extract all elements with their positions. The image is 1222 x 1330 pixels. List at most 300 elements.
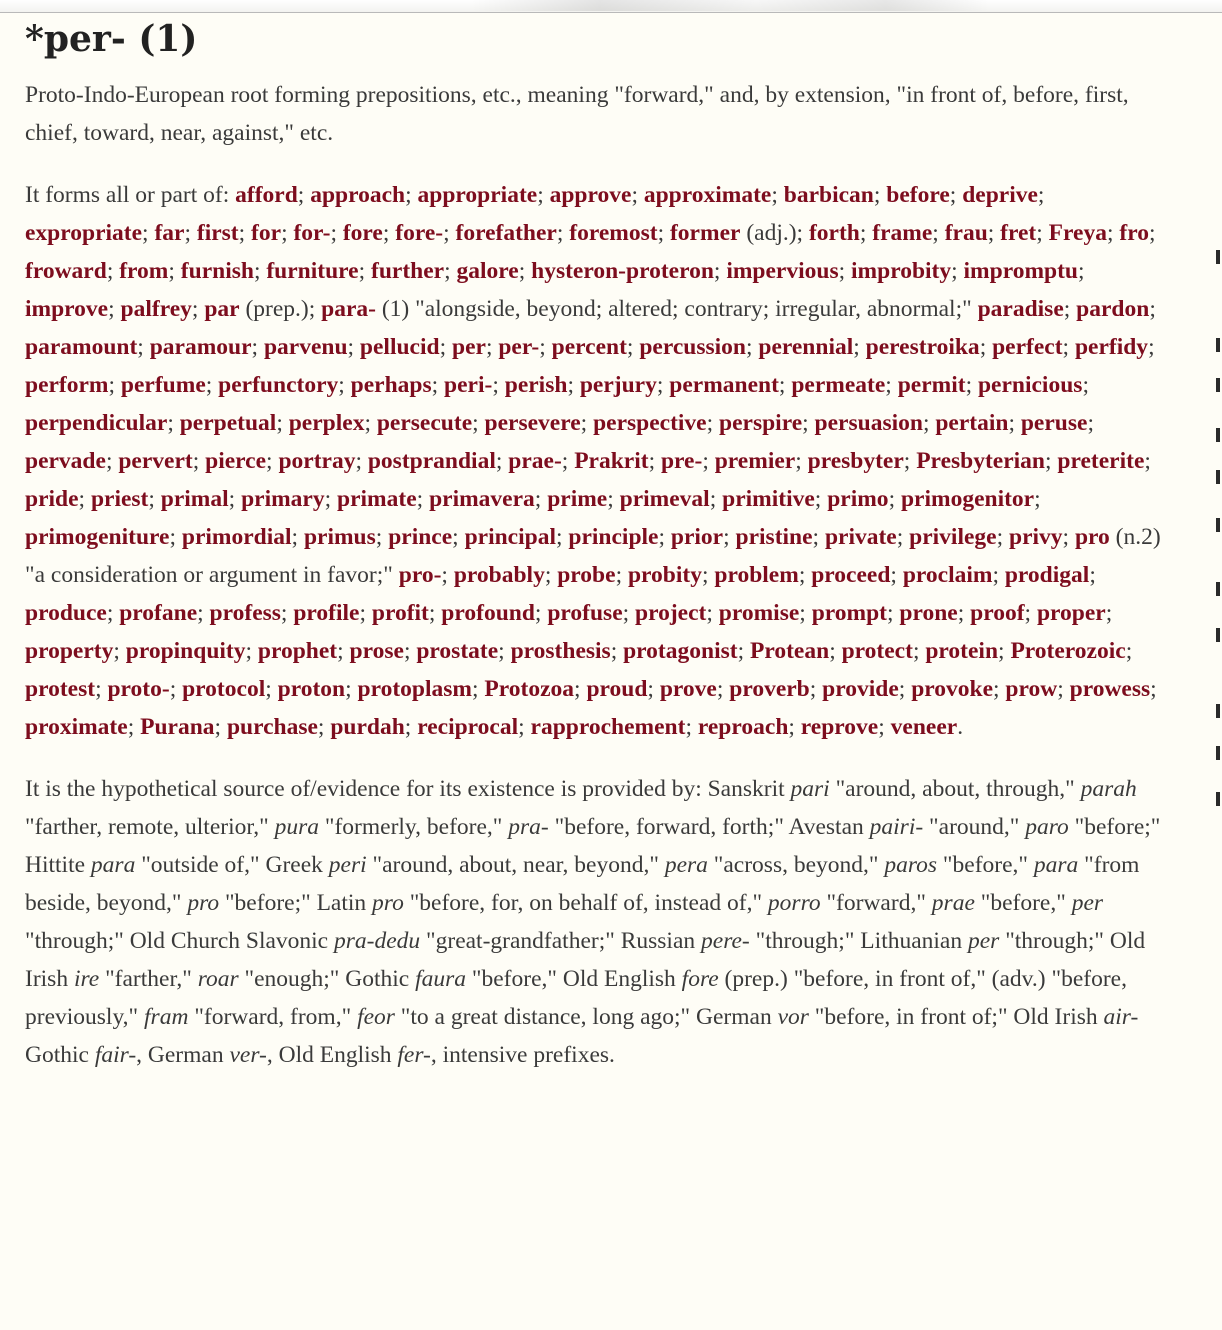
etymology-link[interactable]: priest (90, 486, 149, 512)
etymology-link[interactable]: pride (25, 486, 79, 512)
etymology-link[interactable]: proton (277, 676, 346, 702)
etymology-link[interactable]: paramount (25, 334, 138, 360)
etymology-link[interactable]: par (204, 296, 240, 322)
etymology-link[interactable]: impromptu (963, 258, 1079, 284)
text-segment: ; (885, 372, 898, 398)
etymology-link[interactable]: parvenu (263, 334, 348, 360)
text-segment: ; (1036, 220, 1049, 246)
cognate-term: paro (1025, 814, 1069, 840)
etymology-link[interactable]: perform (25, 372, 109, 398)
etymology-link[interactable]: expropriate (25, 220, 143, 246)
etymology-link[interactable]: far (154, 220, 185, 246)
etymology-link[interactable]: Proterozoic (1010, 638, 1126, 664)
text-segment: ; (1024, 600, 1037, 626)
etymology-link[interactable]: perfume (120, 372, 206, 398)
etymology-link[interactable]: perfidy (1074, 334, 1149, 360)
etymology-link[interactable]: perestroika (865, 334, 980, 360)
etymology-link[interactable]: problem (714, 562, 799, 588)
text-segment: ; (544, 562, 558, 588)
etymology-link[interactable]: reprove (800, 714, 879, 740)
etymology-link[interactable]: furnish (180, 258, 254, 284)
text-segment: ; (238, 220, 252, 246)
etymology-link[interactable]: permeate (791, 372, 886, 398)
etymology-link[interactable]: principal (464, 524, 556, 550)
etymology-link[interactable]: proverb (729, 676, 810, 702)
cognate-term: per (1071, 890, 1104, 916)
text-segment: ; (702, 448, 715, 474)
etymology-link[interactable]: protoplasm (357, 676, 473, 702)
text-segment: ; (626, 334, 640, 360)
etymology-link[interactable]: principle (568, 524, 659, 550)
etymology-link[interactable]: prae- (508, 448, 562, 474)
text-segment: ; (375, 524, 389, 550)
etymology-link[interactable]: forefather (455, 220, 557, 246)
etymology-link[interactable]: primo (827, 486, 889, 512)
etymology-link[interactable]: for (251, 220, 282, 246)
text-segment: "formerly, before," (319, 814, 509, 840)
entry-title: *per- (1) (25, 18, 198, 60)
text-segment: ; (607, 486, 620, 512)
text-segment: ; (1057, 676, 1070, 702)
text-segment: ; (404, 714, 418, 740)
etymology-link[interactable]: project (635, 600, 707, 626)
etymology-link[interactable]: prince (388, 524, 453, 550)
text-segment: ; (615, 562, 628, 588)
etymology-link[interactable]: prow (1005, 676, 1058, 702)
text-segment: ; (518, 258, 532, 284)
etymology-link[interactable]: primitive (722, 486, 815, 512)
etymology-link[interactable]: forth (808, 220, 860, 246)
etymology-link[interactable]: property (25, 638, 114, 664)
cognate-term: pro (372, 890, 404, 916)
text-segment: ; (890, 562, 903, 588)
text-segment: . (957, 714, 964, 740)
etymology-link[interactable]: impervious (726, 258, 839, 284)
etymology-link[interactable]: perpetual (179, 410, 277, 436)
etymology-link[interactable]: protest (25, 676, 96, 702)
text-segment: ; (168, 258, 181, 284)
text-segment: ; (184, 220, 197, 246)
etymology-link[interactable]: galore (456, 258, 519, 284)
etymology-link[interactable]: Protozoa (484, 676, 575, 702)
etymology-link[interactable]: deprive (962, 182, 1038, 208)
text-segment: ; (1148, 334, 1155, 360)
etymology-link[interactable]: pardon (1076, 296, 1150, 322)
etymology-link[interactable]: privy (1009, 524, 1063, 550)
etymology-link[interactable]: postprandial (367, 448, 496, 474)
etymology-link[interactable]: reciprocal (417, 714, 519, 740)
text-segment: ; (656, 372, 670, 398)
etymology-link[interactable]: approach (310, 182, 406, 208)
etymology-link[interactable]: purchase (226, 714, 318, 740)
text-segment: ; (799, 600, 812, 626)
cognate-term: para (90, 852, 136, 878)
text-segment: ; (1089, 562, 1096, 588)
etymology-link[interactable]: per (452, 334, 486, 360)
etymology-link[interactable]: further (371, 258, 445, 284)
etymology-link[interactable]: pervert (118, 448, 193, 474)
text-segment: ; (878, 714, 891, 740)
etymology-link[interactable]: prompt (811, 600, 887, 626)
text-segment: ; (610, 638, 624, 664)
etymology-link[interactable]: proclaim (902, 562, 993, 588)
text-segment: ; (898, 676, 912, 702)
etymology-link[interactable]: fret (1000, 220, 1037, 246)
text-segment: ; (647, 676, 660, 702)
text-segment: ; (567, 372, 580, 398)
text-segment: ; (142, 220, 155, 246)
text-segment: ; (1125, 638, 1133, 664)
text-segment: ; (297, 182, 311, 208)
text-segment: ; (987, 220, 1001, 246)
etymology-link[interactable]: for- (293, 220, 331, 246)
etymology-link[interactable]: pervade (25, 448, 106, 474)
text-segment: ; (802, 410, 815, 436)
text-segment: ; (771, 182, 784, 208)
etymology-link[interactable]: foremost (569, 220, 658, 246)
text-segment: ; (979, 334, 993, 360)
cognate-term: pro (187, 890, 220, 916)
text-segment: "from beside, beyond," (25, 852, 1140, 916)
etymology-link[interactable]: furniture (266, 258, 359, 284)
text-segment: ; (452, 524, 465, 550)
etymology-link[interactable]: reproach (697, 714, 789, 740)
etymology-link[interactable]: improbity (851, 258, 952, 284)
cognate-term: pura (274, 814, 319, 840)
etymology-link[interactable]: first (196, 220, 239, 246)
cognate-term: pari (790, 776, 830, 802)
etymology-link[interactable]: improve (25, 296, 109, 322)
text-segment: ; (859, 220, 873, 246)
text-segment: , German (136, 1042, 230, 1068)
text-segment: (adj.); (740, 220, 809, 246)
etymology-link[interactable]: prostate (416, 638, 499, 664)
right-margin-strip (1216, 0, 1222, 1330)
etymology-link[interactable]: pertain (935, 410, 1009, 436)
text-segment: ; (1045, 448, 1058, 474)
text-segment: ; (853, 334, 866, 360)
text-segment: ; (431, 372, 445, 398)
text-segment: ; (291, 524, 304, 550)
etymology-link[interactable]: hysteron-proteron (531, 258, 714, 284)
etymology-link[interactable]: permit (897, 372, 966, 398)
etymology-link[interactable]: primavera (429, 486, 535, 512)
etymology-link[interactable]: protocol (182, 676, 266, 702)
etymology-link[interactable]: primary (241, 486, 325, 512)
etymology-link[interactable]: rapprochement (530, 714, 686, 740)
etymology-link[interactable]: approximate (643, 182, 772, 208)
text-segment: ; (137, 334, 150, 360)
cognate-term: paros (884, 852, 938, 878)
text-segment: ; (492, 372, 505, 398)
text-segment: ; (472, 410, 485, 436)
etymology-link[interactable]: prophet (257, 638, 338, 664)
etymology-link[interactable]: former (669, 220, 741, 246)
etymology-link[interactable]: Purana (140, 714, 215, 740)
text-segment: "before, in front of;" Old Irish (808, 1004, 1104, 1030)
etymology-link[interactable]: Prakrit (574, 448, 649, 474)
etymology-link[interactable]: veneer (890, 714, 958, 740)
cognate-term: air- (1103, 1004, 1139, 1030)
etymology-link[interactable]: fore (342, 220, 383, 246)
etymology-link[interactable]: perpendicular (25, 410, 168, 436)
text-segment: ; (798, 562, 812, 588)
cognate-term: ver- (229, 1042, 267, 1068)
text-segment: ; (903, 448, 917, 474)
etymology-link[interactable]: perfect (992, 334, 1063, 360)
etymology-link[interactable]: primeval (619, 486, 710, 512)
text-segment: ; (106, 600, 120, 626)
etymology-link[interactable]: proceed (811, 562, 891, 588)
cognate-term: parah (1080, 776, 1137, 802)
text-segment: ; (265, 676, 278, 702)
text-segment: ; (127, 714, 141, 740)
etymology-link[interactable]: pristine (735, 524, 813, 550)
etymology-link[interactable]: peruse (1020, 410, 1088, 436)
text-segment: "before, for, on behalf of, instead of," (403, 890, 768, 916)
text-segment: ; (281, 220, 294, 246)
text-segment: ; (809, 676, 823, 702)
etymology-link[interactable]: percent (551, 334, 627, 360)
etymology-link[interactable]: probably (453, 562, 545, 588)
etymology-link[interactable]: pro- (398, 562, 442, 588)
edge-marker (1216, 792, 1220, 806)
etymology-link[interactable]: pernicious (977, 372, 1083, 398)
etymology-link[interactable]: protect (841, 638, 913, 664)
text-segment: ; (1106, 220, 1120, 246)
etymology-link[interactable]: prove (659, 676, 717, 702)
text-segment: "before;" Hittite (25, 814, 1161, 878)
etymology-link[interactable]: premier (714, 448, 796, 474)
text-segment: "farther," (99, 966, 198, 992)
text-segment: ; (896, 524, 910, 550)
text-segment: "farther, remote, ulterior," (25, 814, 275, 840)
etymology-link[interactable]: profess (209, 600, 281, 626)
etymology-link[interactable]: perjury (579, 372, 657, 398)
text-segment: ; (337, 638, 350, 664)
etymology-link[interactable]: prosthesis (510, 638, 611, 664)
text-segment: (prep.); (239, 296, 322, 322)
etymology-link[interactable]: peri- (444, 372, 493, 398)
etymology-link[interactable]: palfrey (120, 296, 192, 322)
etymology-link[interactable]: perspective (593, 410, 707, 436)
etymology-link[interactable]: proud (586, 676, 648, 702)
text-segment: "through;" Lithuanian (749, 928, 968, 954)
etymology-link[interactable]: Protean (750, 638, 830, 664)
text-segment: ; (1082, 372, 1089, 398)
text-segment: ; (485, 334, 499, 360)
cognate-term: para (1033, 852, 1079, 878)
text-segment: "through;" Old Irish (25, 928, 1146, 992)
etymology-link[interactable]: proximate (25, 714, 128, 740)
text-segment: ; (723, 524, 736, 550)
etymology-link[interactable]: froward (25, 258, 107, 284)
text-segment: ; (922, 410, 936, 436)
etymology-link[interactable]: produce (25, 600, 107, 626)
text-segment: ; (251, 334, 264, 360)
etymology-link[interactable]: afford (235, 182, 298, 208)
text-segment: ; (444, 258, 457, 284)
etymology-link[interactable]: protein (925, 638, 999, 664)
etymology-link[interactable]: perhaps (350, 372, 432, 398)
cognate-term: peri (328, 852, 367, 878)
etymology-link[interactable]: provoke (911, 676, 994, 702)
etymology-link[interactable]: profuse (547, 600, 623, 626)
text-segment: ; (359, 600, 372, 626)
etymology-link[interactable]: proto- (107, 676, 170, 702)
etymology-link[interactable]: portray (278, 448, 356, 474)
etymology-link[interactable]: paramour (149, 334, 252, 360)
etymology-link[interactable]: profound (441, 600, 535, 626)
etymology-link[interactable]: purdah (330, 714, 405, 740)
text-segment: ; (191, 296, 205, 322)
etymology-link[interactable]: appropriate (417, 182, 538, 208)
etymology-link[interactable]: protagonist (623, 638, 738, 664)
etymology-link[interactable]: perplex (288, 410, 365, 436)
text-segment: ; (993, 676, 1006, 702)
etymology-link[interactable]: frau (944, 220, 988, 246)
text-segment: ; (957, 600, 971, 626)
text-segment: ; (1149, 296, 1156, 322)
etymology-link[interactable]: per- (498, 334, 540, 360)
text-segment: ; (205, 372, 219, 398)
text-segment: ; (992, 562, 1005, 588)
text-segment: "around," (923, 814, 1026, 840)
etymology-link[interactable]: privilege (909, 524, 997, 550)
cognate-term: faura (415, 966, 467, 992)
text-segment: ; (266, 448, 279, 474)
text-segment: ; (716, 676, 730, 702)
edge-marker (1216, 704, 1220, 718)
text-segment: ; (812, 524, 825, 550)
text-segment: ; (556, 220, 570, 246)
text-segment: ; (1087, 410, 1094, 436)
etymology-link[interactable]: barbican (783, 182, 874, 208)
etymology-link[interactable]: persecute (376, 410, 473, 436)
etymology-link[interactable]: presbyter (807, 448, 904, 474)
etymology-link[interactable]: approve (549, 182, 632, 208)
text-segment: ; (148, 486, 161, 512)
text-segment: ; (580, 410, 594, 436)
etymology-link[interactable]: primordial (181, 524, 292, 550)
text-segment: ; (78, 486, 91, 512)
etymology-link[interactable]: perfunctory (218, 372, 339, 398)
etymology-link[interactable]: pellucid (359, 334, 440, 360)
etymology-link[interactable]: provide (822, 676, 899, 702)
etymology-link[interactable]: profile (293, 600, 360, 626)
text-segment: ; (416, 486, 430, 512)
etymology-link[interactable]: proper (1036, 600, 1106, 626)
etymology-link[interactable]: perish (504, 372, 568, 398)
etymology-link[interactable]: persevere (484, 410, 581, 436)
text-segment: ; (887, 600, 900, 626)
etymology-link[interactable]: prior (670, 524, 724, 550)
etymology-link[interactable]: private (824, 524, 897, 550)
text-segment: "around, about, near, beyond," (366, 852, 665, 878)
text-segment: "around, about, through," (829, 776, 1081, 802)
text-segment: ; (498, 638, 511, 664)
text-segment: ; (1150, 676, 1157, 702)
text-segment: ; (873, 182, 887, 208)
etymology-link[interactable]: proof (970, 600, 1025, 626)
etymology-link[interactable]: profane (119, 600, 198, 626)
etymology-link[interactable]: from (119, 258, 169, 284)
etymology-link[interactable]: frame (872, 220, 933, 246)
cognate-term: pra- (508, 814, 549, 840)
etymology-link[interactable]: probity (627, 562, 702, 588)
edge-marker (1216, 378, 1220, 392)
text-segment: ; (1034, 486, 1041, 512)
text-segment: ; (996, 524, 1010, 550)
text-segment: ; (713, 258, 727, 284)
etymology-link[interactable]: Freya (1048, 220, 1107, 246)
cognate-term: pra-dedu (334, 928, 421, 954)
etymology-link[interactable]: prone (899, 600, 958, 626)
etymology-link[interactable]: Presbyterian (916, 448, 1045, 474)
etymology-link[interactable]: pierce (205, 448, 267, 474)
text-segment: "across, beyond," (707, 852, 885, 878)
cognate-term: roar (197, 966, 239, 992)
etymology-link[interactable]: profit (371, 600, 429, 626)
text-segment: ; (324, 486, 338, 512)
etymology-link[interactable]: prodigal (1004, 562, 1090, 588)
text-segment: ; (108, 296, 121, 322)
text-segment: (n.2) "a consideration or argument in favor;" (25, 524, 1161, 588)
etymology-link[interactable]: prose (349, 638, 404, 664)
etymology-link[interactable]: primate (337, 486, 417, 512)
etymology-link[interactable]: primogeniture (25, 524, 170, 550)
text-segment: ; (405, 182, 418, 208)
etymology-link[interactable]: persuasion (814, 410, 923, 436)
text-segment: ; (1105, 600, 1113, 626)
etymology-link[interactable]: before (886, 182, 950, 208)
etymology-link[interactable]: prowess (1069, 676, 1151, 702)
text-segment: ; (106, 258, 120, 284)
etymology-link[interactable]: primus (303, 524, 376, 550)
etymology-link[interactable]: perennial (758, 334, 854, 360)
text-segment: ; (932, 220, 945, 246)
etymology-link[interactable]: percussion (639, 334, 746, 360)
etymology-link[interactable]: promise (718, 600, 800, 626)
text-segment: ; (1062, 524, 1075, 550)
text-segment: ; (912, 638, 926, 664)
text-segment: ; (648, 448, 661, 474)
etymology-link[interactable]: preterite (1057, 448, 1145, 474)
etymology-link[interactable]: pro (1074, 524, 1110, 550)
text-segment: It is the hypothetical source of/evidence for its existence is provided by: Sanskrit (25, 776, 791, 802)
etymology-link[interactable]: primal (160, 486, 229, 512)
text-segment: ; (1078, 258, 1085, 284)
text-segment: "enough;" Gothic (238, 966, 416, 992)
text-segment: (prep.) "before, in front of," (adv.) "before, previously," (25, 966, 1127, 1030)
etymology-link[interactable]: fro (1119, 220, 1149, 246)
etymology-link[interactable]: probe (557, 562, 616, 588)
etymology-link[interactable]: permanent (669, 372, 779, 398)
etymology-link[interactable]: paradise (977, 296, 1064, 322)
text-segment: "great-grandfather;" Russian (420, 928, 702, 954)
etymology-link[interactable]: fore- (395, 220, 444, 246)
etymology-link[interactable]: pre- (660, 448, 703, 474)
text-segment: ; (197, 600, 210, 626)
etymology-link[interactable]: prime (547, 486, 608, 512)
etymology-link[interactable]: perspire (719, 410, 803, 436)
etymology-link[interactable]: primogenitor (900, 486, 1035, 512)
etymology-link[interactable]: para- (321, 296, 376, 322)
text-segment: ; (253, 258, 267, 284)
text-segment: ; (737, 638, 750, 664)
etymology-link[interactable]: propinquity (125, 638, 246, 664)
edge-marker (1216, 250, 1220, 264)
